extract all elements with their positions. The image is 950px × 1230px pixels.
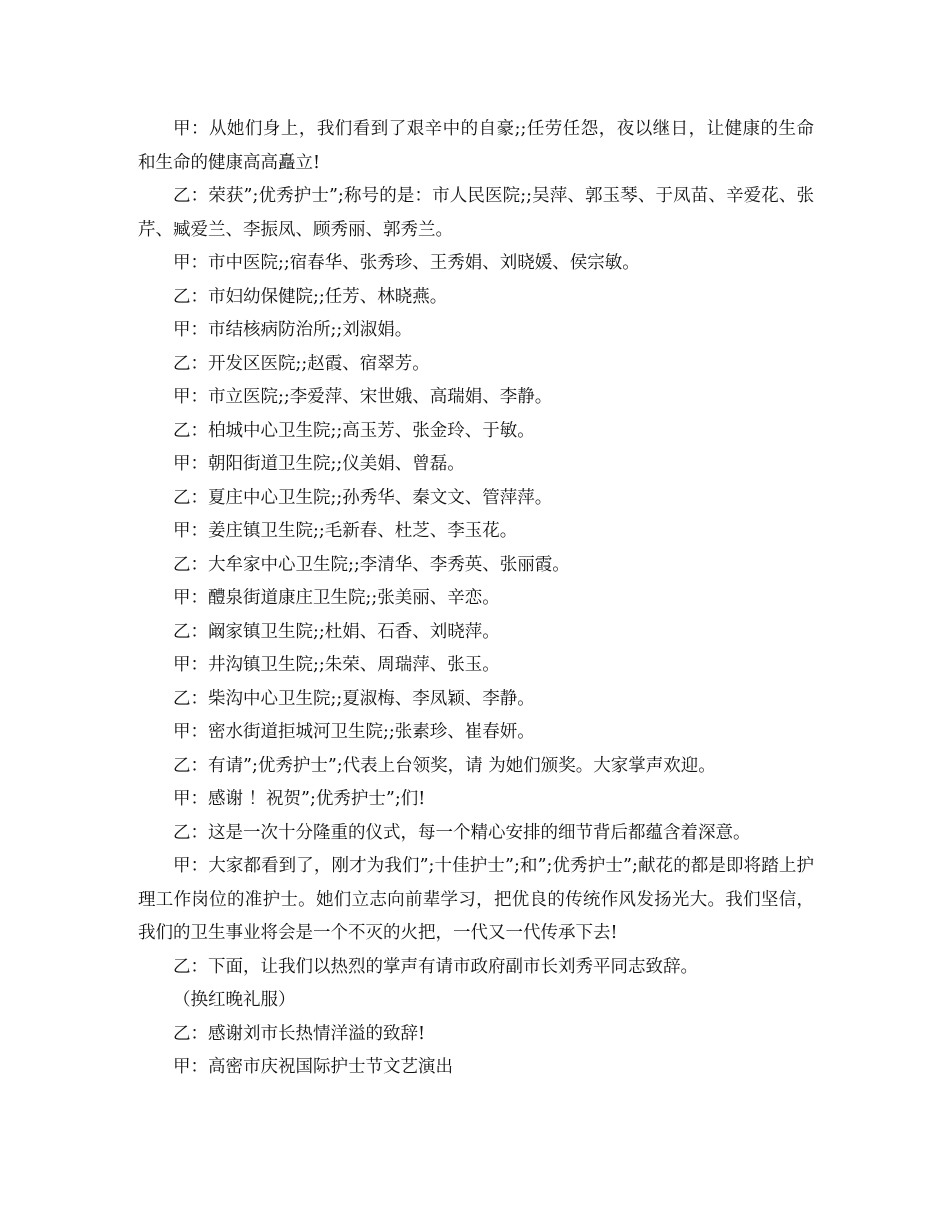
document-body (138, 113, 814, 1085)
paragraph: 乙：柴沟中心卫生院;;夏淑梅、李凤颖、李静。 (173, 688, 535, 709)
paragraph: 乙：柏城中心卫生院;;高玉芳、张金玲、于敏。 (173, 420, 535, 441)
paragraph: 乙：开发区医院;;赵霞、宿翠芳。 (173, 353, 430, 374)
paragraph: 乙：阚家镇卫生院;;杜娟、石香、刘晓萍。 (173, 621, 500, 642)
paragraph: 甲：市立医院;;李爱萍、宋世娥、高瑞娟、李静。 (173, 387, 553, 407)
paragraph: 甲：感谢 ！祝贺”;优秀护士”;们! (173, 789, 426, 809)
paragraph: 乙：下面，让我们以热烈的掌声有请市政府副市长刘秀平同志致辞。 (173, 956, 698, 977)
paragraph: 甲：大家都看到了，刚才为我们”;十佳护士”;和”;优秀护士”;献花的都是即将踏上护理工作岗位的准护士。她们立志向前辈学习，把优良的传统作风发扬光大。我们坚信，我们的卫生事业将会是一个不灭的火把，一代又一代传承下去! (138, 856, 814, 943)
paragraph: 甲：朝阳街道卫生院;;仪美娟、曾磊。 (173, 454, 465, 474)
paragraph: 甲：醴泉街道康庄卫生院;;张美丽、辛恋。 (173, 588, 500, 608)
paragraph: 甲：市结核病防治所;;刘淑娟。 (173, 320, 413, 340)
paragraph: 甲：密水街道拒城河卫生院;;张素珍、崔春妍。 (173, 722, 535, 742)
paragraph: 乙：市妇幼保健院;;任芳、林晓燕。 (173, 286, 448, 307)
paragraph: 乙：夏庄中心卫生院;;孙秀华、秦文文、管萍萍。 (173, 487, 553, 508)
paragraph: 乙：大牟家中心卫生院;;李清华、李秀英、张丽霞。 (173, 554, 570, 575)
paragraph: 乙：感谢刘市长热情洋溢的致辞! (173, 1023, 426, 1044)
paragraph: 甲：高密市庆祝国际护士节文艺演出 (173, 1057, 453, 1077)
paragraph: 甲：市中医院;;宿春华、张秀珍、王秀娟、刘晓媛、侯宗敏。 (173, 253, 640, 273)
paragraph: 甲：井沟镇卫生院;;朱荣、周瑞萍、张玉。 (173, 655, 500, 675)
paragraph: 甲：姜庄镇卫生院;;毛新春、杜芝、李玉花。 (173, 521, 518, 541)
paragraph: 甲：从她们身上，我们看到了艰辛中的自豪;;任劳任怨，夜以继日，让健康的生命和生命的健康高高矗立! (138, 119, 814, 173)
paragraph: 乙：有请”;优秀护士”;代表上台领奖，请 为她们颁奖。大家掌声欢迎。 (173, 755, 716, 776)
stage-direction: （换红晚礼服） (173, 990, 296, 1010)
paragraph: 乙：荣获”;优秀护士”;称号的是：市人民医院;;吴萍、郭玉琴、于凤苗、辛爱花、张芹、臧爱兰、李振凤、顾秀丽、郭秀兰。 (138, 186, 814, 240)
paragraph: 乙：这是一次十分隆重的仪式，每一个精心安排的细节背后都蕴含着深意。 (173, 822, 751, 843)
